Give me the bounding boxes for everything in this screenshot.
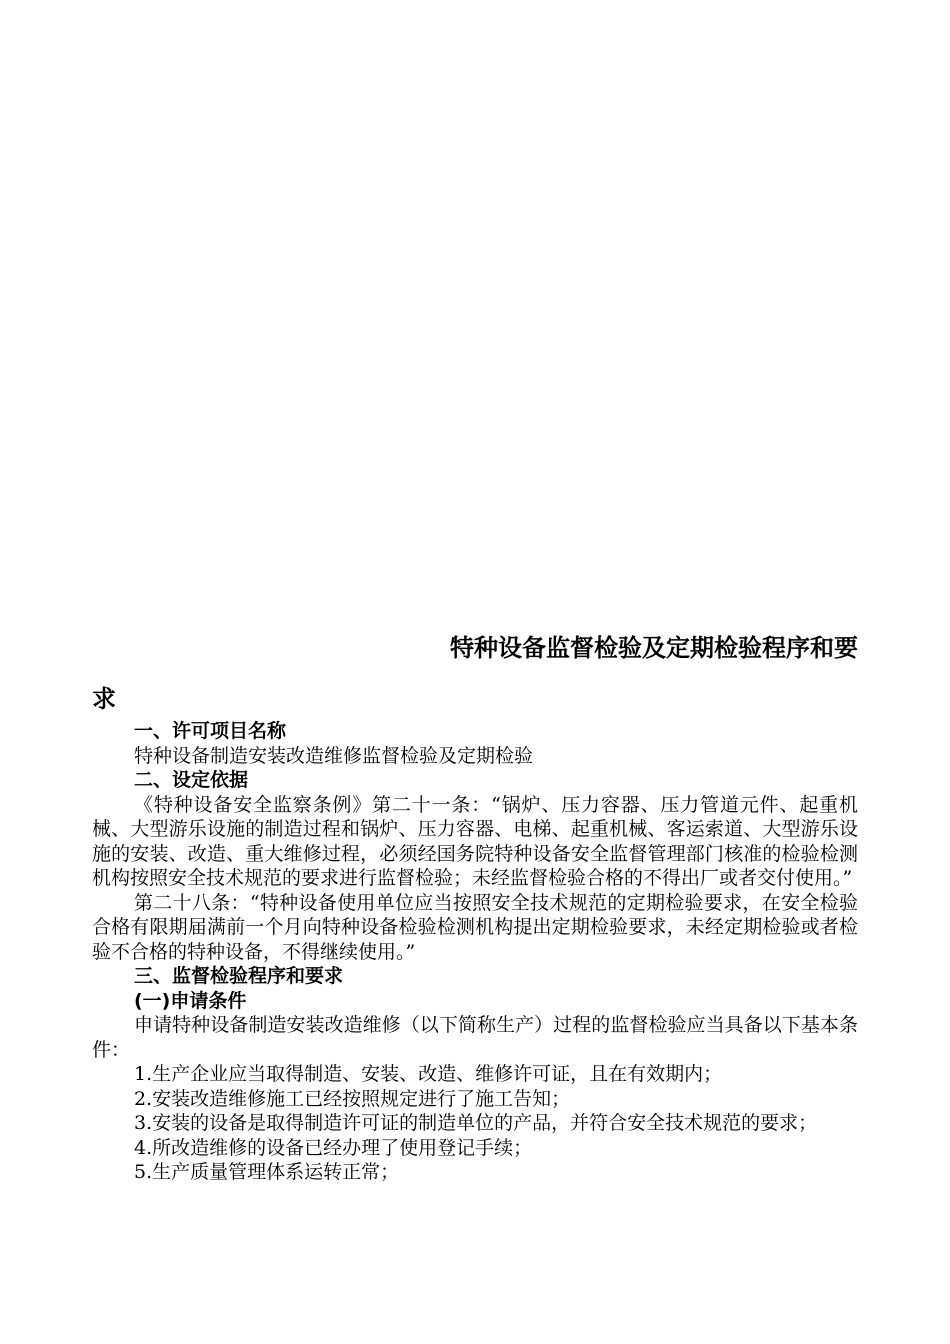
section-heading: 一、许可项目名称 [134, 720, 287, 742]
body-paragraph: 《特种设备安全监察条例》第二十一条：“锅炉、压力容器、压力管道元件、起重机械、大型游乐设施的制造过程和锅炉、压力容器、电梯、起重机械、客运索道、大型游乐设施的安装、改造、重大维修过程，必须经国务院特种设备安全监督管理部门核准的检验检测机构按照安全技术规范的要求进行监督检验；未经监督检验合格的不得出厂或者交付使用。” [92, 793, 858, 889]
body-paragraph: 申请特种设备制造安装改造维修（以下简称生产）过程的监督检验应当具备以下基本条件： [92, 1014, 858, 1061]
body-paragraph: 第二十八条：“特种设备使用单位应当按照安全技术规范的定期检验要求，在安全检验合格有限期届满前一个月向特种设备检验检测机构提出定期检验要求，未经定期检验或者检验不合格的特种设备，不得继续使用。” [92, 891, 858, 963]
document-title: 特种设备监督检验及定期检验程序和要 [450, 634, 858, 662]
section-heading: 二、设定依据 [134, 769, 249, 791]
section-heading: 三、监督检验程序和要求 [134, 965, 344, 987]
body-paragraph: 特种设备制造安装改造维修监督检验及定期检验 [134, 744, 534, 767]
list-item: 2.安装改造维修施工已经按照规定进行了施工告知； [134, 1087, 571, 1110]
document-title-continuation: 求 [92, 685, 116, 713]
list-item: 1.生产企业应当取得制造、安装、改造、维修许可证，且在有效期内； [134, 1063, 723, 1085]
list-item: 5.生产质量管理体系运转正常； [134, 1161, 400, 1183]
list-item: 4.所改造维修的设备已经办理了使用登记手续； [134, 1136, 533, 1159]
document-body [92, 719, 858, 1185]
subsection-heading: (一)申请条件 [134, 989, 247, 1012]
list-item: 3.安装的设备是取得制造许可证的制造单位的产品，并符合安全技术规范的要求； [134, 1112, 818, 1134]
